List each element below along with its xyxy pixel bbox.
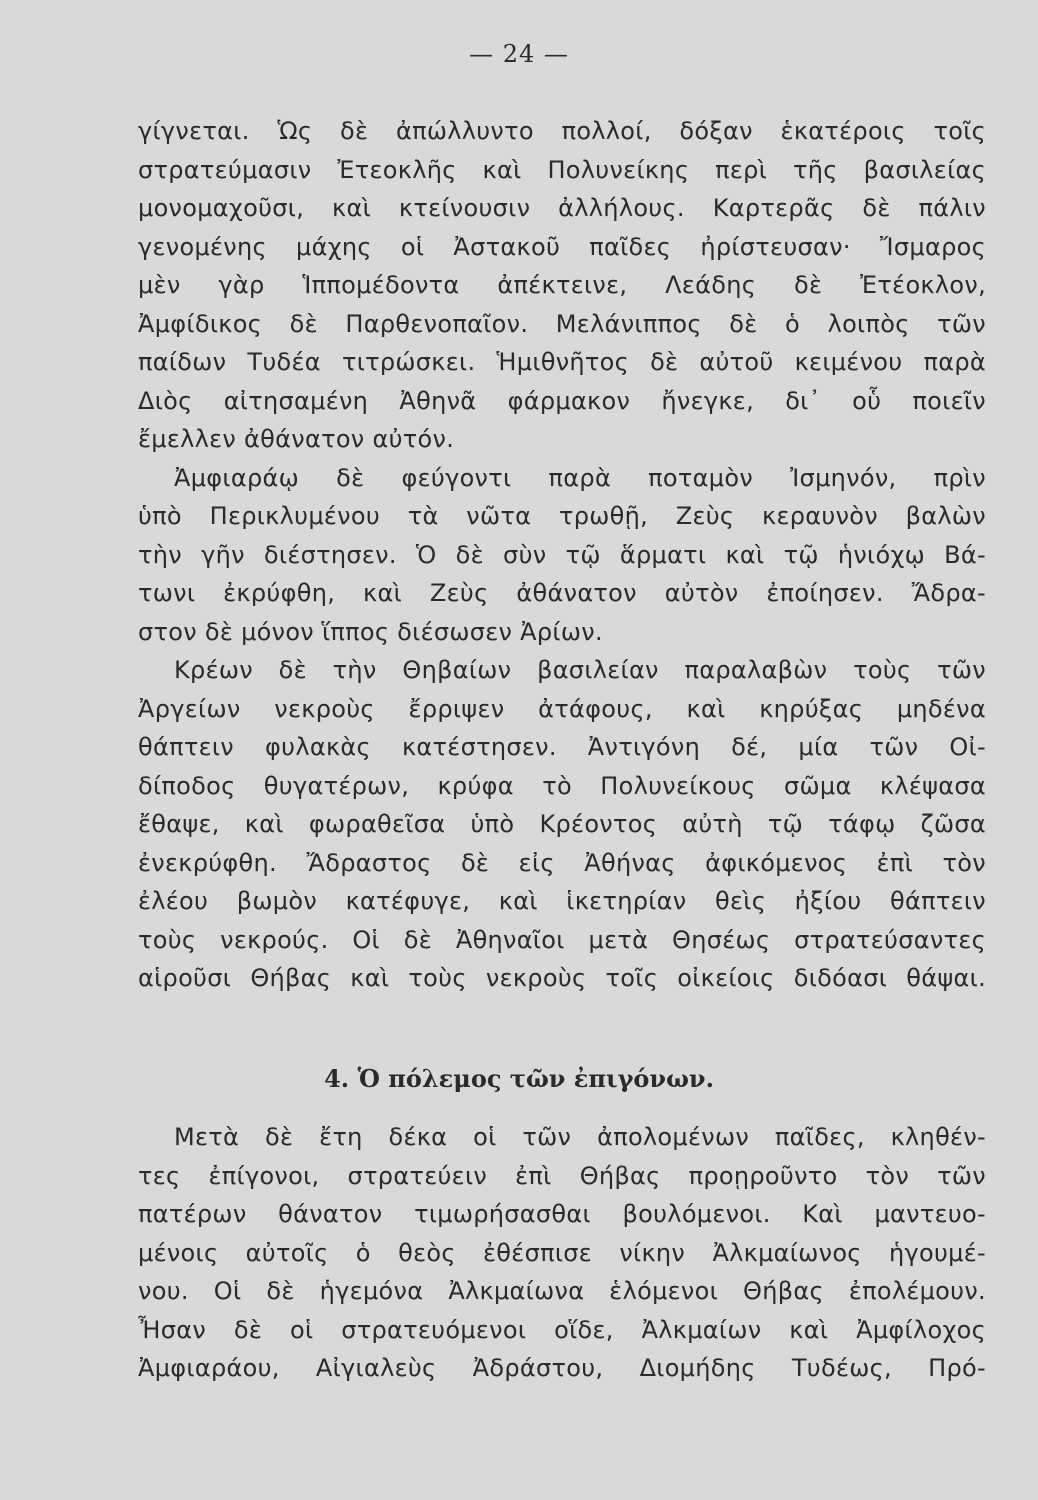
text-line: τοὺς νεκρούς. Οἱ δὲ Ἀθηναῖοι μετὰ Θησέως στρατεύσαντες [138,925,986,954]
text-block-2 [138,1118,986,1388]
text-line: μὲν γὰρ Ἱππομέδοντα ἀπέκτεινε, Λεάδης δὲ Ἐτέοκλον, [138,271,986,299]
text-line: τωνι ἐκρύφθη, καὶ Ζεὺς ἀθάνατον αὐτὸν ἐποίησεν. Ἄδρα- [138,579,986,607]
text-line: ἐνεκρύφθη. Ἄδραστος δὲ εἰς Ἀθήνας ἀφικόμενος ἐπὶ τὸν [138,848,986,877]
text-line: Ἀμφιαράου, Αἰγιαλεὺς Ἀδράστου, Διομήδης Τυδέως, Πρό- [138,1354,986,1382]
text-line: πατέρων θάνατον τιμωρήσασθαι βουλόμενοι. Καὶ μαντευο- [138,1200,986,1228]
text-line: θάπτειν φυλακὰς κατέστησεν. Ἀντιγόνη δέ, μία τῶν Οἰ- [138,733,986,761]
text-line: αἱροῦσι Θήβας καὶ τοὺς νεκροὺς τοῖς οἰκείοις διδόασι θάψαι. [138,964,986,992]
page-number: — 24 — [469,40,569,68]
text-line: γενομένης μάχης οἱ Ἀστακοῦ παῖδες ἠρίστευσαν· Ἴσμαρος [138,232,986,261]
text-line: ὑπὸ Περικλυμένου τὰ νῶτα τρωθῇ, Ζεὺς κεραυνὸν βαλὼν [138,502,986,530]
text-line: γίγνεται. Ὡς δὲ ἀπώλλυντο πολλοί, δόξαν ἑκατέροις τοῖς [138,117,986,145]
text-line: τες ἐπίγονοι, στρατεύειν ἐπὶ Θήβας προῃροῦντο τὸν τῶν [138,1161,986,1190]
text-line: ἐλέου βωμὸν κατέφυγε, καὶ ἱκετηρίαν θεὶς ἠξίου θάπτειν [138,887,986,915]
text-line: Ἀμφίδικος δὲ Παρθενοπαῖον. Μελάνιππος δὲ ὁ λοιπὸς τῶν [138,309,986,338]
text-block-1 [138,112,986,998]
text-line: Κρέων δὲ τὴν Θηβαίων βασιλείαν παραλαβὼν τοὺς τῶν [174,656,986,684]
text-line: τὴν γῆν διέστησεν. Ὁ δὲ σὺν τῷ ἅρματι καὶ τῷ ἡνιόχῳ Βά- [138,540,986,569]
section-heading: 4. Ὁ πόλεμος τῶν ἐπιγόνων. [324,1064,714,1093]
text-line: Μετὰ δὲ ἔτη δέκα οἱ τῶν ἀπολομένων παῖδες, κληθέν- [174,1123,986,1151]
text-line: ἔμελλεν ἀθάνατον αὐτόν. [138,425,455,453]
text-line: Διὸς αἰτησαμένη Ἀθηνᾶ φάρμακον ἤνεγκε, δι᾽ οὗ ποιεῖν [138,386,986,415]
text-line: δίποδος θυγατέρων, κρύφα τὸ Πολυνείκους σῶμα κλέψασα [138,771,986,800]
text-line: Ἦσαν δὲ οἱ στρατευόμενοι οἵδε, Ἀλκμαίων καὶ Ἀμφίλοχος [138,1315,986,1344]
text-line: Ἀργείων νεκροὺς ἔρριψεν ἀτάφους, καὶ κηρύξας μηδένα [138,694,986,723]
text-line: Ἀμφιαράῳ δὲ φεύγοντι παρὰ ποταμὸν Ἰσμηνόν, πρὶν [174,463,986,492]
text-line: μένοις αὐτοῖς ὁ θεὸς ἐθέσπισε νίκην Ἀλκμαίωνος ἡγουμέ- [138,1238,986,1267]
text-line: στρατεύμασιν Ἐτεοκλῆς καὶ Πολυνείκης περὶ τῆς βασιλείας [138,155,986,184]
text-line: παίδων Τυδέα τιτρώσκει. Ἡμιθνῆτος δὲ αὐτοῦ κειμένου παρὰ [138,348,986,376]
text-line: νου. Οἱ δὲ ἡγεμόνα Ἀλκμαίωνα ἑλόμενοι Θήβας ἐπολέμουν. [138,1277,986,1305]
text-line: στον δὲ μόνον ἵππος διέσωσεν Ἀρίων. [138,617,603,646]
text-line: μονομαχοῦσι, καὶ κτείνουσιν ἀλλήλους. Καρτερᾶς δὲ πάλιν [138,194,986,222]
text-line: ἔθαψε, καὶ φωραθεῖσα ὑπὸ Κρέοντος αὐτὴ τῷ τάφῳ ζῶσα [138,810,986,838]
